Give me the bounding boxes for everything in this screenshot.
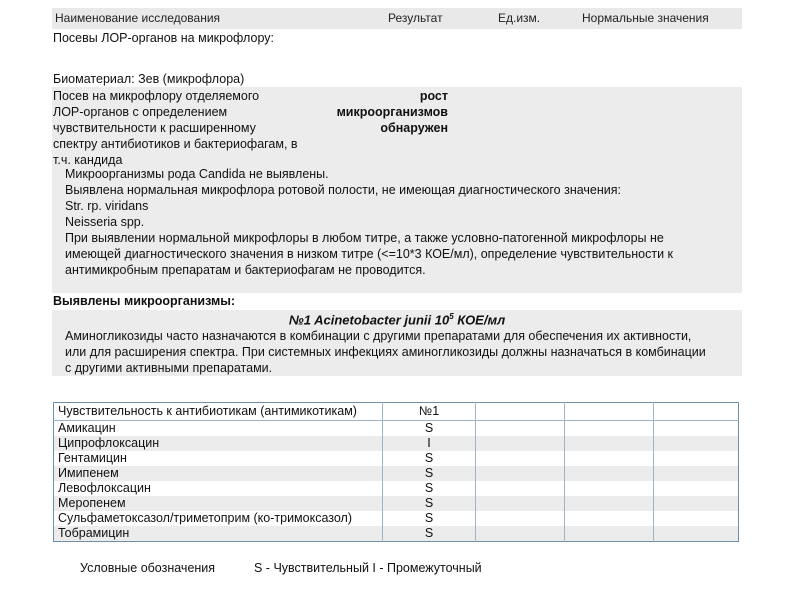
table-row	[54, 511, 739, 526]
empty-cell	[565, 481, 654, 496]
test-name	[53, 88, 298, 168]
header-test: Наименование исследования	[55, 11, 221, 25]
organism-title	[52, 312, 742, 327]
table-row	[54, 526, 739, 542]
drug-value: S	[383, 481, 476, 496]
empty-cell	[565, 466, 654, 481]
table-row	[54, 421, 739, 437]
empty-cell	[476, 481, 565, 496]
organism-label: №1 Acinetobacter junii 10	[288, 312, 450, 328]
empty-cell	[476, 436, 565, 451]
empty-cell	[654, 403, 739, 421]
test-name-line: ЛОР-органов с определением	[53, 105, 228, 119]
comment-line: При выявлении нормальной микрофлоры в любом титре, а также условно-патогенной микрофлоры не	[65, 231, 664, 245]
sensitivity-table	[53, 402, 739, 542]
test-result-line: рост	[419, 89, 448, 103]
section-title: Посевы ЛОР-органов на микрофлору:	[53, 31, 274, 45]
drug-value: S	[383, 496, 476, 511]
drug-value: S	[383, 511, 476, 526]
test-name-line: чувствительности к расширенному	[53, 121, 256, 135]
empty-cell	[565, 526, 654, 542]
empty-cell	[654, 421, 739, 437]
organism-note-line: Аминогликозиды часто назначаются в комбинации с другими препаратами для обеспечения их активности,	[65, 329, 692, 343]
table-row	[54, 451, 739, 466]
drug-name: Левофлоксацин	[54, 481, 383, 496]
table-row	[54, 466, 739, 481]
drug-value: S	[383, 421, 476, 437]
table-header	[52, 8, 742, 29]
organism-note-line: или для расширения спектра. При системных инфекциях аминогликозиды должны назначаться в комбинации	[65, 345, 706, 359]
empty-cell	[565, 421, 654, 437]
sensitivity-header-row	[54, 403, 739, 421]
empty-cell	[565, 451, 654, 466]
empty-cell	[654, 466, 739, 481]
empty-cell	[654, 436, 739, 451]
comment-line: Neisseria spp.	[65, 215, 145, 229]
drug-value: S	[383, 526, 476, 542]
comments	[65, 166, 673, 278]
empty-cell	[565, 511, 654, 526]
header-normal: Нормальные значения	[582, 11, 709, 25]
drug-name: Амикацин	[54, 421, 383, 437]
empty-cell	[565, 496, 654, 511]
empty-cell	[565, 403, 654, 421]
test-result	[300, 88, 448, 136]
drug-name: Меропенем	[54, 496, 383, 511]
drug-name: Сульфаметоксазол/триметоприм (ко-тримоксазол)	[54, 511, 383, 526]
header-result: Результат	[388, 11, 443, 25]
organisms-title: Выявлены микроорганизмы:	[53, 294, 236, 308]
drug-name: Имипенем	[54, 466, 383, 481]
sensitivity-header: Чувствительность к антибиотикам (антимикотикам)	[54, 403, 383, 421]
empty-cell	[476, 526, 565, 542]
drug-name: Ципрофлоксацин	[54, 436, 383, 451]
organism-exponent: 5	[449, 312, 454, 321]
test-name-line: т.ч. кандида	[53, 153, 123, 167]
empty-cell	[476, 403, 565, 421]
empty-cell	[476, 421, 565, 437]
legend-text: S - Чувствительный I - Промежуточный	[254, 561, 482, 575]
drug-value: I	[383, 436, 476, 451]
empty-cell	[654, 526, 739, 542]
empty-cell	[654, 481, 739, 496]
comment-line: имеющей диагностического значения в низком титре (<=10*3 КОЕ/мл), определение чувствительности к	[65, 247, 674, 261]
biomaterial: Биоматериал: Зев (микрофлора)	[53, 72, 245, 86]
organism-note-line: с другими активными препаратами.	[65, 361, 273, 375]
test-result-line: обнаружен	[380, 121, 448, 135]
empty-cell	[476, 451, 565, 466]
drug-value: S	[383, 466, 476, 481]
organism-unit: КОЕ/мл	[453, 312, 506, 328]
empty-cell	[476, 511, 565, 526]
comment-line: Выявлена нормальная микрофлора ротовой полости, не имеющая диагностического значения:	[65, 183, 621, 197]
test-name-line: Посев на микрофлору отделяемого	[53, 89, 260, 103]
table-row	[54, 481, 739, 496]
empty-cell	[654, 511, 739, 526]
test-result-line: микроорганизмов	[336, 105, 448, 119]
drug-name: Гентамицин	[54, 451, 383, 466]
empty-cell	[476, 466, 565, 481]
drug-value: S	[383, 451, 476, 466]
empty-cell	[654, 451, 739, 466]
test-name-line: спектру антибиотиков и бактериофагам, в	[53, 137, 298, 151]
comment-line: антимикробным препаратам и бактериофагам не проводится.	[65, 263, 426, 277]
table-row	[54, 496, 739, 511]
sensitivity-col1-header: №1	[383, 403, 476, 421]
drug-name: Тобрамицин	[54, 526, 383, 542]
organism-note	[65, 328, 706, 376]
empty-cell	[476, 496, 565, 511]
empty-cell	[565, 436, 654, 451]
header-unit: Ед.изм.	[498, 11, 541, 25]
comment-line: Str. rp. viridans	[65, 199, 149, 213]
table-row	[54, 436, 739, 451]
comment-line: Микроорганизмы рода Candida не выявлены.	[65, 167, 329, 181]
empty-cell	[654, 496, 739, 511]
legend-label: Условные обозначения	[80, 561, 216, 575]
